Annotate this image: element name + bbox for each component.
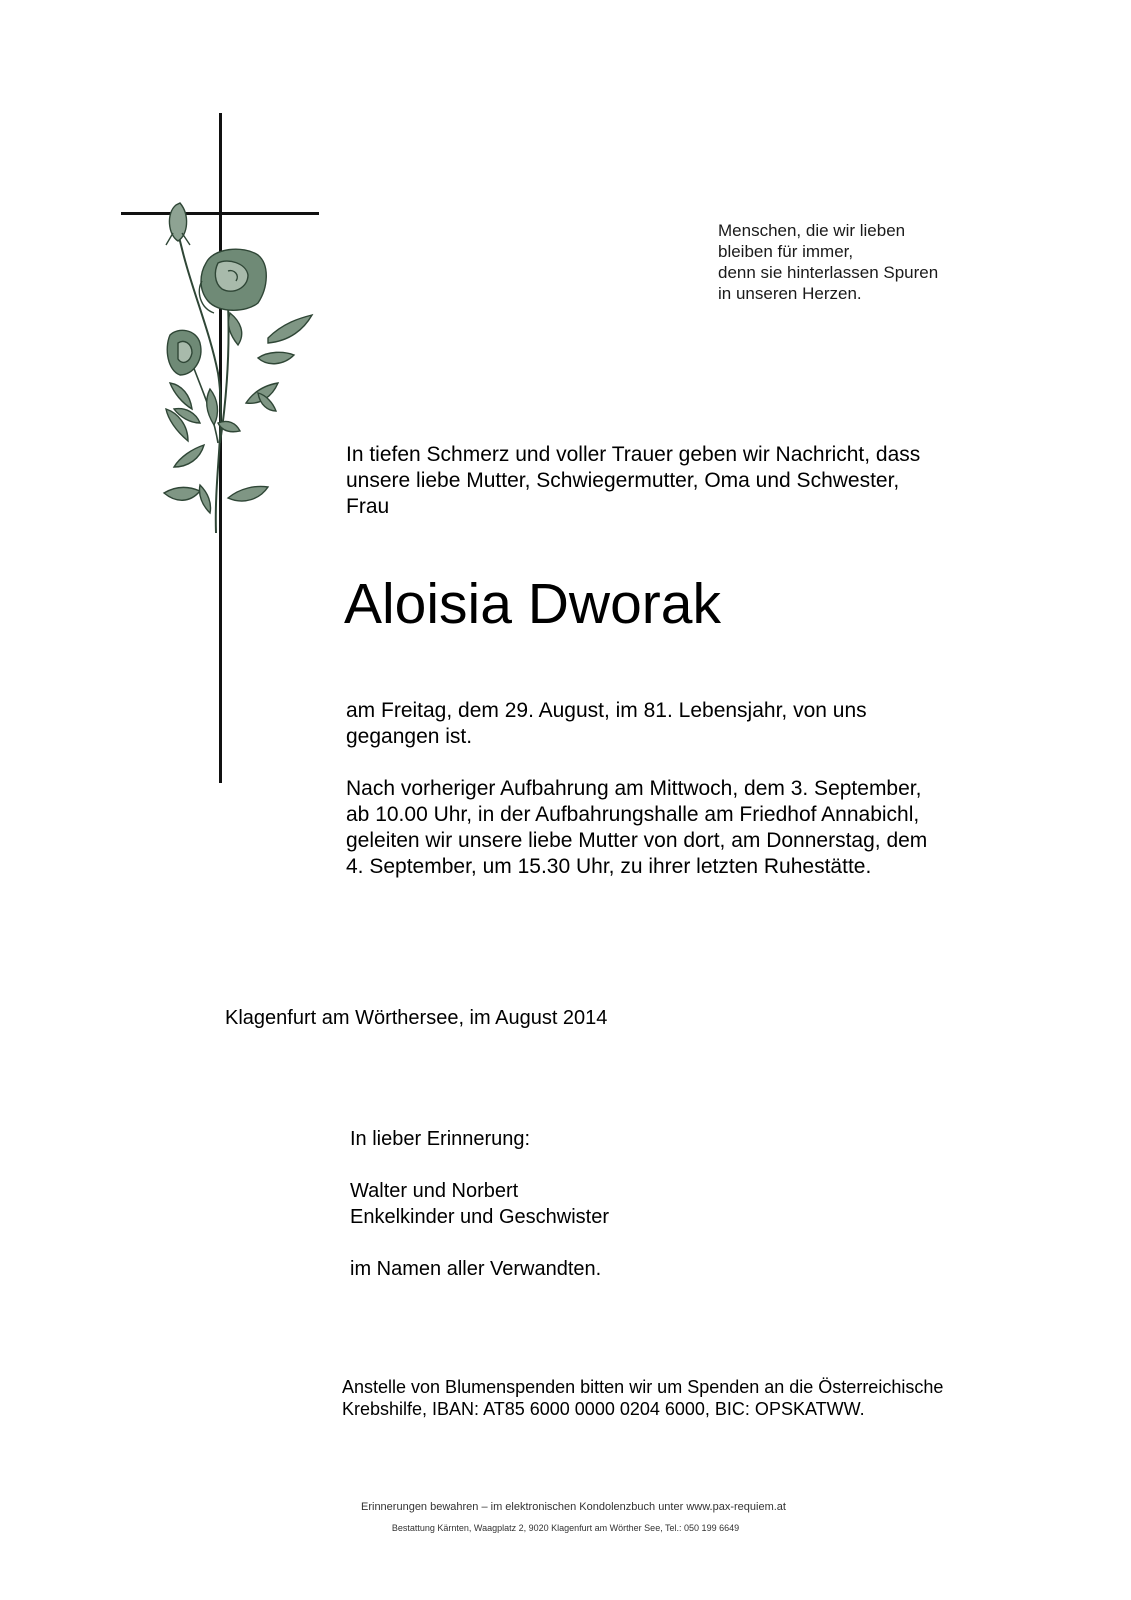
funeral-line: Nach vorheriger Aufbahrung am Mittwoch, dem 3. September, (346, 777, 922, 800)
mourner-line: Walter und Norbert (350, 1180, 519, 1202)
donation-line: Anstelle von Blumenspenden bitten wir um Spenden an die Österreichische (342, 1377, 944, 1397)
funeral-line: 4. September, um 15.30 Uhr, zu ihrer letzten Ruhestätte. (346, 855, 872, 878)
quote-line: Menschen, die wir lieben (718, 221, 906, 240)
funeral-line: geleiten wir unsere liebe Mutter von dort, am Donnerstag, dem (346, 829, 928, 852)
quote-line: bleiben für immer, (718, 242, 854, 261)
intro-line: Frau (346, 495, 390, 518)
place-date: Klagenfurt am Wörthersee, im August 2014 (225, 1007, 608, 1029)
footer-funeral-home: Bestattung Kärnten, Waagplatz 2, 9020 Klagenfurt am Wörther See, Tel.: 050 199 6649 (391, 1523, 740, 1533)
death-line: am Freitag, dem 29. August, im 81. Lebensjahr, von uns (346, 699, 867, 722)
memory-heading: In lieber Erinnerung: (350, 1128, 531, 1150)
cross-with-rose-icon (118, 113, 328, 803)
deceased-name: Aloisia Dworak (344, 572, 721, 636)
quote-block (718, 220, 938, 304)
funeral-line: ab 10.00 Uhr, in der Aufbahrungshalle am Friedhof Annabichl, (346, 803, 920, 826)
announcement-intro (346, 442, 986, 520)
death-line: gegangen ist. (346, 725, 473, 748)
donation-line: Krebshilfe, IBAN: AT85 6000 0000 0204 6000, BIC: OPSKATWW. (342, 1399, 865, 1419)
quote-line: in unseren Herzen. (718, 284, 862, 303)
quote-line: denn sie hinterlassen Spuren (718, 263, 939, 282)
mourner-line: Enkelkinder und Geschwister (350, 1206, 610, 1228)
intro-line: unsere liebe Mutter, Schwiegermutter, Oma und Schwester, (346, 469, 900, 492)
memory-closing: im Namen aller Verwandten. (350, 1258, 602, 1280)
donation-note (342, 1376, 943, 1420)
intro-line: In tiefen Schmerz und voller Trauer geben wir Nachricht, dass (346, 443, 921, 466)
mourners-block (350, 1126, 609, 1282)
footer-condolence: Erinnerungen bewahren – im elektronischen Kondolenzbuch unter www.pax-requiem.at (361, 1501, 786, 1513)
rose-icon (164, 203, 312, 533)
death-notice (346, 698, 867, 750)
funeral-details (346, 776, 927, 880)
